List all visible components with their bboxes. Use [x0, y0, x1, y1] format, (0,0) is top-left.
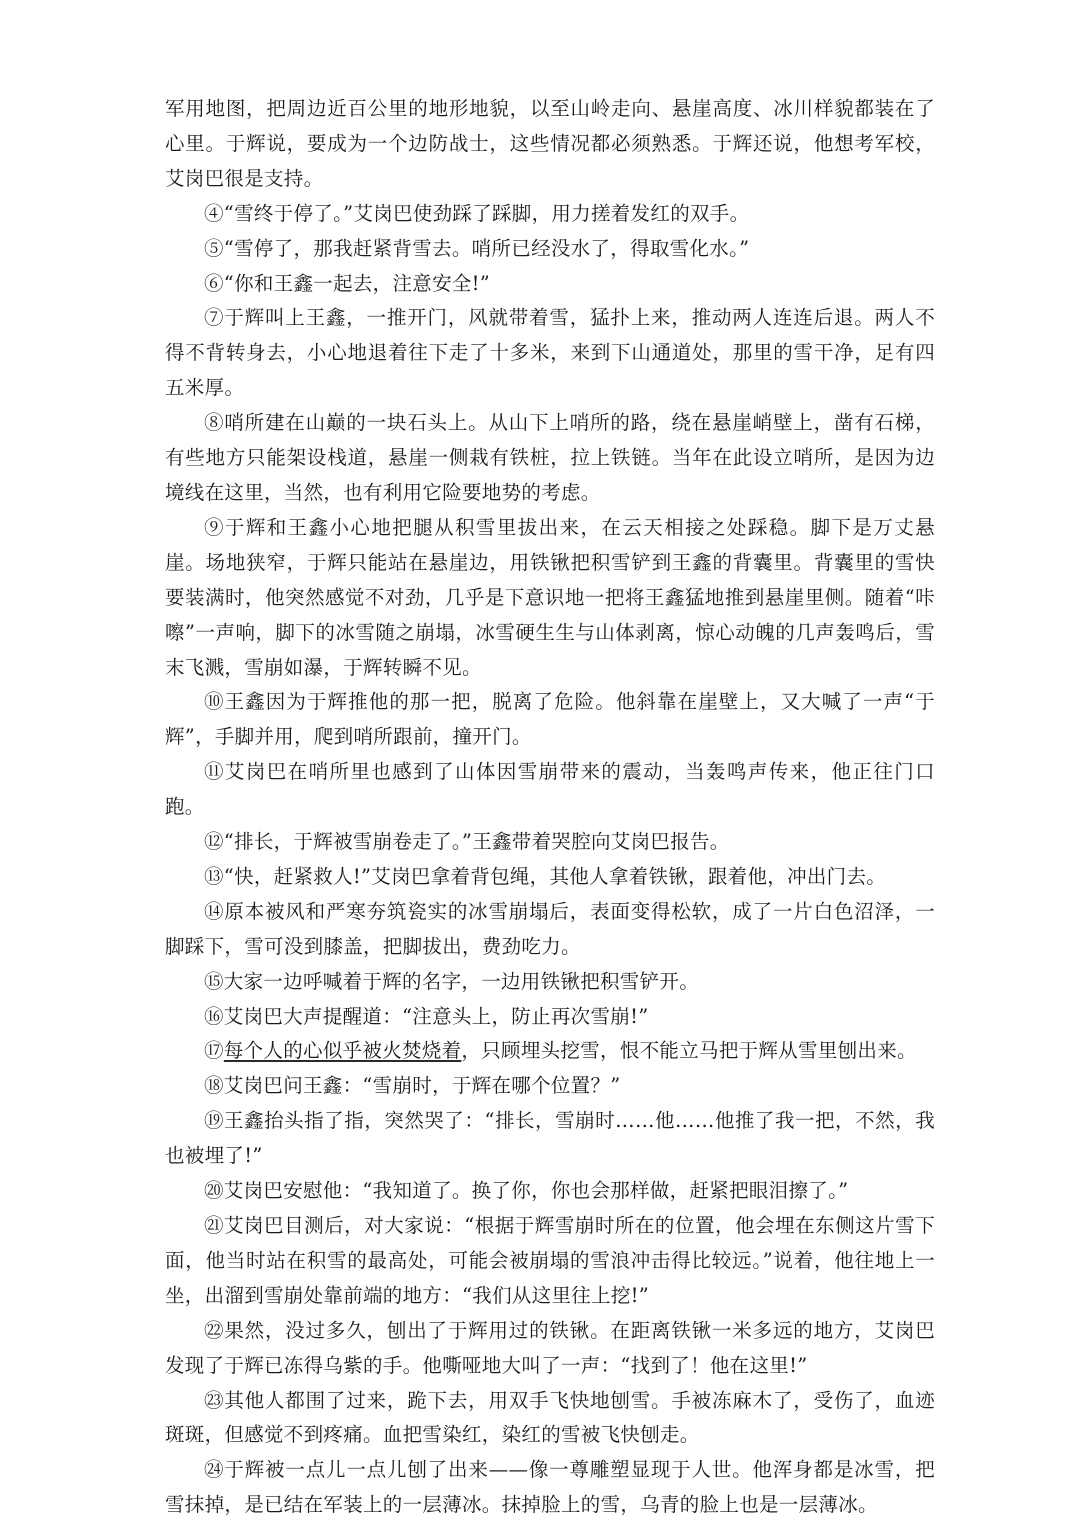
paragraph-17-rest: ，只顾埋头挖雪，恨不能立马把于辉从雪里刨出来。 [461, 1039, 917, 1063]
paragraph-22: ㉒果然，没过多久，刨出了于辉用过的铁锹。在距离铁锹一米多远的地方，艾岗巴发现了于辉已冻得乌紫的手。他嘶哑地大叫了一声：“找到了！他在这里!” [165, 1318, 935, 1377]
paragraph-17-number: ⑰ [204, 1039, 224, 1063]
paragraph-continued: 军用地图，把周边近百公里的地形地貌，以至山岭走向、悬崖高度、冰川样貌都装在了心里。于辉说，要成为一个边防战士，这些情况都必须熟悉。于辉还说，他想考军校，艾岗巴很是支持。 [165, 97, 935, 190]
paragraph-13: ⑬“快，赶紧救人!”艾岗巴拿着背包绳，其他人拿着铁锹，跟着他，冲出门去。 [204, 864, 887, 888]
paragraph-21: ㉑艾岗巴目测后，对大家说：“根据于辉雪崩时所在的位置，他会埋在东侧这片雪下面，他当时站在积雪的最高处，可能会被崩塌的雪浪冲击得比较远。”说着，他往地上一坐，出溜到雪崩处靠前端的地方：“我们从这里往上挖!” [165, 1214, 935, 1307]
underlined-sentence: 每个人的心似乎被火焚烧着 [223, 1039, 462, 1063]
paragraph-24: ㉔于辉被一点儿一点儿刨了出来——像一尊雕塑显现于人世。他浑身都是冰雪，把雪抹掉，是已结在军装上的一层薄冰。抹掉脸上的雪，乌青的脸上也是一层薄冰。 [165, 1458, 935, 1517]
paragraph-15: ⑮大家一边呼喊着于辉的名字，一边用铁锹把积雪铲开。 [204, 969, 700, 993]
paragraph-20: ⑳艾岗巴安慰他：“我知道了。换了你，你也会那样做，赶紧把眼泪擦了。” [204, 1179, 849, 1203]
paragraph-23: ㉓其他人都围了过来，跪下去，用双手飞快地刨雪。手被冻麻木了，受伤了，血迹斑斑，但感觉不到疼痛。血把雪染红，染红的雪被飞快刨走。 [165, 1388, 935, 1447]
paragraph-4: ④“雪终于停了。”艾岗巴使劲踩了踩脚，用力搓着发红的双手。 [204, 201, 750, 225]
paragraph-11: ⑪艾岗巴在哨所里也感到了山体因雪崩带来的震动，当轰鸣声传来，他正往门口跑。 [165, 760, 935, 819]
paragraph-14: ⑭原本被风和严寒夯筑瓷实的冰雪崩塌后，表面变得松软，成了一片白色沼泽，一脚踩下，雪可没到膝盖，把脚拔出，费劲吃力。 [165, 899, 935, 958]
paragraph-6: ⑥“你和王鑫一起去，注意安全!” [204, 271, 491, 295]
paragraph-10: ⑩王鑫因为于辉推他的那一把，脱离了危险。他斜靠在崖壁上，又大喊了一声“于辉”，手脚并用，爬到哨所跟前，撞开门。 [165, 690, 935, 749]
document-page [165, 92, 935, 1523]
paragraph-12: ⑫“排长，于辉被雪崩卷走了。”王鑫带着哭腔向艾岗巴报告。 [204, 830, 730, 854]
paragraph-19: ⑲王鑫抬头指了指，突然哭了：“排长，雪崩时……他……他推了我一把，不然，我也被埋了!” [165, 1109, 935, 1168]
paragraph-5: ⑤“雪停了，那我赶紧背雪去。哨所已经没水了，得取雪化水。” [204, 236, 750, 260]
paragraph-8: ⑧哨所建在山巅的一块石头上。从山下上哨所的路，绕在悬崖峭壁上，凿有石梯，有些地方只能架设栈道，悬崖一侧栽有铁桩，拉上铁链。当年在此设立哨所，是因为边境线在这里，当然，也有利用它险要地势的考虑。 [165, 411, 935, 504]
paragraph-18: ⑱艾岗巴问王鑫：“雪崩时，于辉在哪个位置？” [204, 1074, 621, 1098]
paragraph-9: ⑨于辉和王鑫小心地把腿从积雪里拔出来，在云天相接之处踩稳。脚下是万丈悬崖。场地狭窄，于辉只能站在悬崖边，用铁锹把积雪铲到王鑫的背囊里。背囊里的雪快要装满时，他突然感觉不对劲，几乎是下意识地一把将王鑫猛地推到悬崖里侧。随着“咔嚓”一声响，脚下的冰雪随之崩塌，冰雪硬生生与山体剥离，惊心动魄的几声轰鸣后，雪末飞溅，雪崩如瀑，于辉转瞬不见。 [165, 515, 935, 679]
paragraph-16: ⑯艾岗巴大声提醒道：“注意头上，防止再次雪崩!” [204, 1004, 649, 1028]
paragraph-7: ⑦于辉叫上王鑫，一推开门，风就带着雪，猛扑上来，推动两人连连后退。两人不得不背转身去，小心地退着往下走了十多米，来到下山通道处，那里的雪干净，足有四五米厚。 [165, 306, 935, 400]
paragraph-17 [165, 1034, 935, 1069]
